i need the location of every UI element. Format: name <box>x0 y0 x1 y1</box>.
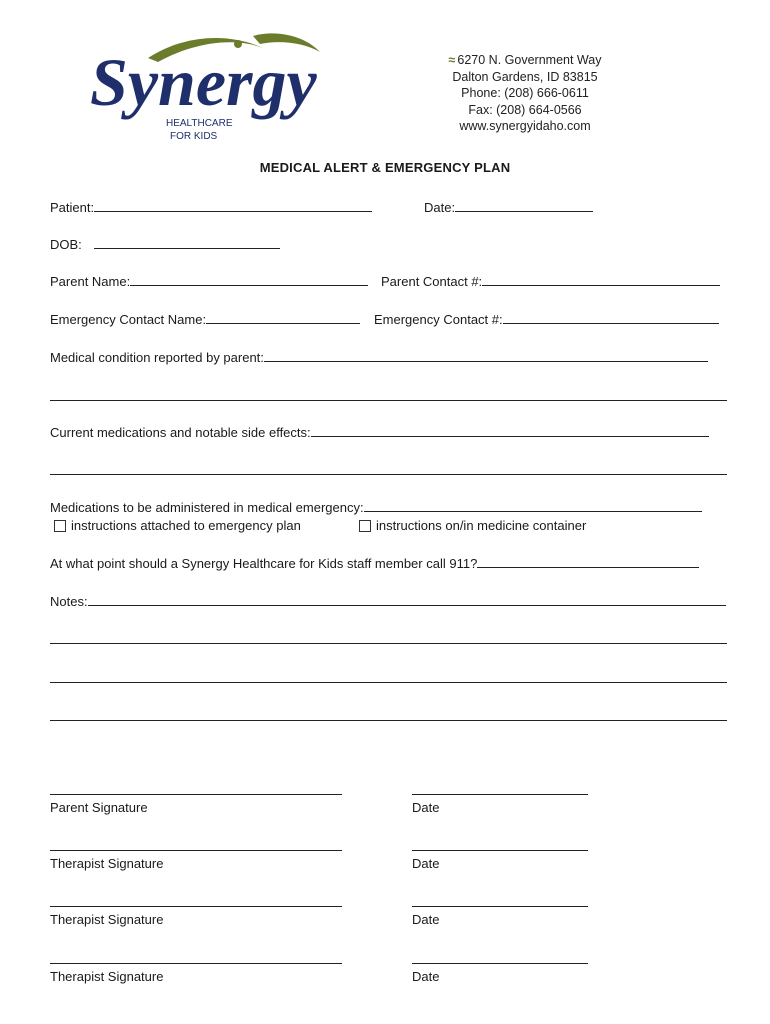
therapist-1-signature-label: Therapist Signature <box>50 856 164 871</box>
patient-row <box>50 199 372 215</box>
call-911-field[interactable] <box>477 555 699 568</box>
medical-condition-line-2[interactable] <box>50 400 727 401</box>
therapist-3-signature-label: Therapist Signature <box>50 969 164 984</box>
notes-label: Notes: <box>50 594 88 609</box>
attached-checkbox[interactable] <box>54 520 66 532</box>
call-911-label: At what point should a Synergy Healthcare for Kids staff member call 911? <box>50 556 478 571</box>
parent-signature-line[interactable] <box>50 794 342 795</box>
date-field[interactable] <box>455 199 593 212</box>
logo-wordmark: Synergy <box>90 44 317 120</box>
address-street: 6270 N. Government Way <box>457 53 602 67</box>
emergency-name-field[interactable] <box>206 311 360 324</box>
logo-healthcare: HEALTHCARE <box>166 118 233 129</box>
call-911-row <box>50 555 699 571</box>
emergency-name-row <box>50 311 360 327</box>
notes-line-4[interactable] <box>50 720 727 721</box>
parent-name-field[interactable] <box>130 273 368 286</box>
parent-signature-label: Parent Signature <box>50 800 148 815</box>
container-checkbox[interactable] <box>359 520 371 532</box>
medical-condition-label: Medical condition reported by parent: <box>50 350 264 365</box>
dob-label: DOB: <box>50 237 82 252</box>
emergency-contact-row <box>374 311 719 327</box>
synergy-logo <box>88 30 333 145</box>
current-meds-line-2[interactable] <box>50 474 727 475</box>
patient-field[interactable] <box>94 199 372 212</box>
synergy-mini-icon: ≈ <box>448 53 456 67</box>
medical-condition-row <box>50 349 708 365</box>
option-attached-row <box>54 518 301 533</box>
parent-name-label: Parent Name: <box>50 274 131 289</box>
notes-row <box>50 593 726 609</box>
current-meds-field[interactable] <box>311 424 709 437</box>
notes-line-2[interactable] <box>50 643 727 644</box>
address-city: Dalton Gardens, ID 83815 <box>452 69 598 84</box>
notes-field[interactable] <box>88 593 726 606</box>
address-block <box>420 52 630 135</box>
parent-contact-label: Parent Contact #: <box>381 274 483 289</box>
address-phone: Phone: (208) 666-0611 <box>461 86 589 100</box>
form-title: MEDICAL ALERT & EMERGENCY PLAN <box>259 160 511 175</box>
emergency-meds-row <box>50 499 702 515</box>
therapist-2-signature-line[interactable] <box>50 906 342 907</box>
parent-contact-row <box>381 273 720 289</box>
emergency-contact-label: Emergency Contact #: <box>374 312 503 327</box>
option-container-row <box>359 518 586 533</box>
parent-contact-field[interactable] <box>482 273 720 286</box>
option-attached-label: instructions attached to emergency plan <box>71 518 301 533</box>
medical-condition-field[interactable] <box>264 349 708 362</box>
emergency-meds-label: Medications to be administered in medical emergency: <box>50 500 364 515</box>
date-label: Date: <box>424 200 456 215</box>
parent-date-line[interactable] <box>412 794 588 795</box>
therapist-3-date-line[interactable] <box>412 963 588 964</box>
logo-for-kids: FOR KIDS <box>170 131 218 142</box>
therapist-1-signature-line[interactable] <box>50 850 342 851</box>
parent-date-label: Date <box>412 800 440 815</box>
current-meds-label: Current medications and notable side effects: <box>50 425 311 440</box>
therapist-2-signature-label: Therapist Signature <box>50 912 164 927</box>
parent-name-row <box>50 273 368 289</box>
emergency-contact-field[interactable] <box>503 311 719 324</box>
option-container-label: instructions on/in medicine container <box>376 518 587 533</box>
dob-row <box>50 236 280 252</box>
address-fax: Fax: (208) 664-0566 <box>468 102 582 117</box>
dob-field[interactable] <box>94 236 280 249</box>
therapist-3-signature-line[interactable] <box>50 963 342 964</box>
therapist-1-date-label: Date <box>412 856 440 871</box>
therapist-2-date-label: Date <box>412 912 440 927</box>
patient-label: Patient: <box>50 200 95 215</box>
therapist-1-date-line[interactable] <box>412 850 588 851</box>
date-row <box>424 199 593 215</box>
therapist-2-date-line[interactable] <box>412 906 588 907</box>
emergency-meds-field[interactable] <box>364 499 702 512</box>
notes-line-3[interactable] <box>50 682 727 683</box>
therapist-3-date-label: Date <box>412 969 440 984</box>
address-web[interactable]: www.synergyidaho.com <box>459 119 591 133</box>
emergency-name-label: Emergency Contact Name: <box>50 312 207 327</box>
current-meds-row <box>50 424 709 440</box>
